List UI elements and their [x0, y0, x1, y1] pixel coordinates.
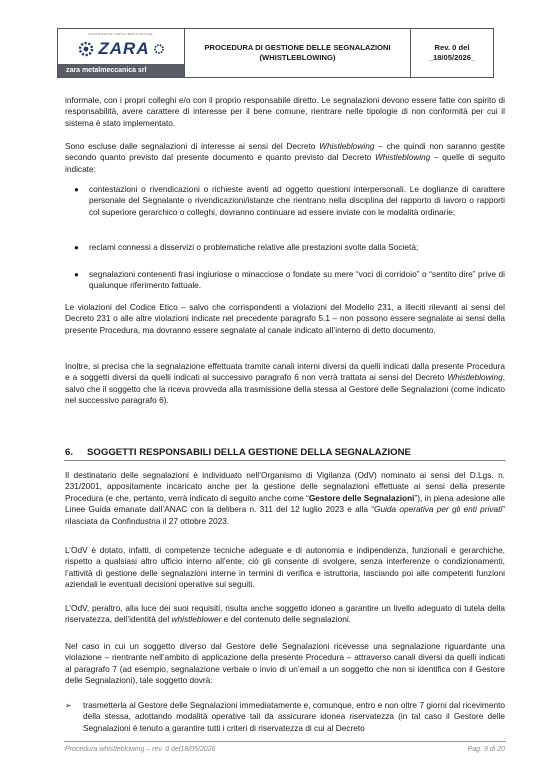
paragraph	[65, 361, 505, 407]
list-item-text: segnalazioni contenenti frasi ingiuriose o minacciose o fondate su mere “voci di corridoio” o “sentito dire” prive di qualunque riferimento fattuale.	[89, 269, 505, 291]
paragraph-text: Nel caso in cui un soggetto diverso dal Gestore delle Segnalazioni ricevesse una segnalazione riguardante una violazione – rientrante nell’ambito di applicazione della presente Procedura – attraverso canali diversi da quelli indicati al paragrafo 7 (ad esempio, segnalazione verbale o invio di un’email a un soggetto che non si identifica con il Gestore delle Segnalazioni), tale soggetto dovrà:	[65, 641, 505, 686]
revision-date: _18/05/2026_	[428, 53, 476, 62]
paragraph-text: L’OdV è dotato, infatti, di competenze tecniche adeguate e di autonomia e indipendenza, funzionali e gerarchiche, rispetto a qualsiasi altro ufficio interno all’ente; ciò gli consente di svolgere, senza interferenze o condizionamenti, l’attività di gestione delle segnalazioni interne in termini di verifica e istruttoria, lasciando poi alle competenti funzioni aziendali le eventuali decisioni operative sui seguiti.	[65, 545, 505, 590]
text-run-italic: Guida operativa per gli enti privati	[373, 504, 503, 515]
paragraph	[65, 545, 505, 591]
paragraph-text: informale, con i propri colleghi e/o con il proprio responsabile diretto. Le segnalazioni devono essere fatte con spirito di responsabilità, avere carattere di interesse per il bene comune, rientrare nelle tipologie di non conformità per cui il sistema è stato implementato.	[65, 95, 505, 128]
logo	[58, 29, 184, 64]
gear-icon	[153, 43, 165, 55]
title-line: (WHISTLEBLOWING)	[259, 53, 336, 62]
paragraph	[65, 141, 505, 175]
list-item	[65, 184, 505, 218]
section-title: SOGGETTI RESPONSABILI DELLA GESTIONE DELLA SEGNALAZIONE	[87, 447, 411, 458]
logo-subtitle: COSTRUZIONI METALMECCANICHE	[88, 32, 153, 36]
paragraph-text	[65, 361, 505, 407]
paragraph-text: Le violazioni del Codice Etico – salvo che corrispondenti a violazioni del Modello 231, a illeciti rilevanti ai sensi del Decreto 231 o alle altre violazioni indicate nel precedente paragrafo 5.1 – non possono essere segnalate ai sensi della presente Procedura, ma dovranno essere segnalate al canale indicato all’interno di detto documento.	[65, 302, 505, 335]
paragraph	[65, 470, 505, 527]
company-name-bar: zara metalmeccanica srl	[58, 64, 184, 77]
paragraph	[65, 302, 505, 336]
text-run: Il destinatario delle segnalazioni è individuato nell’Organismo di Vigilanza (OdV) nominato ai sensi del D.Lgs. n. 231/2001, appositamente incaricato anche per la gestione delle segnalazioni effettuate ai sensi della presente Procedura (e che, pertanto, verrà indicato di seguito anche come “	[65, 470, 505, 503]
section-heading	[65, 447, 411, 458]
paragraph-text	[65, 470, 505, 527]
text-run-italic: Whistleblowing	[447, 372, 503, 383]
text-run: ” rilasciata da Confindustria il 27 ottobre 2023.	[65, 504, 505, 526]
list-item	[65, 700, 505, 734]
list-item-text: reclami connessi a disservizi o problematiche relative alle prestazioni svolte dalla Società;	[89, 242, 419, 252]
paragraph-text	[65, 603, 505, 626]
bullet-icon: ●	[74, 270, 79, 279]
company-logo-block	[58, 29, 185, 77]
text-run: L’OdV, peraltro, alla luce dei suoi requisiti, risulta anche soggetto idoneo a garantire un livello adeguato di tutela della riservatezza, dell’identità del	[65, 603, 505, 625]
footer-document-name: Procedura whistleblowing – rev. 0 del18/05/2026	[65, 746, 216, 753]
list-item	[65, 242, 505, 253]
gear-icon	[77, 40, 95, 58]
revision-box	[411, 29, 493, 77]
list-item	[65, 269, 505, 292]
text-run-italic: Whistleblowing	[319, 141, 375, 151]
footer-divider	[64, 741, 506, 742]
paragraph	[65, 641, 505, 687]
document-title	[185, 29, 411, 77]
paragraph	[65, 603, 505, 626]
text-run-italic: Whistleblowing	[374, 152, 431, 163]
text-run: , salvo che il soggetto che la riceva provveda alla trasmissione della stessa al Gestore delle Segnalazioni (come indicato nel successivo paragrafo 6).	[65, 372, 505, 406]
list-item-text: contestazioni o rivendicazioni o richieste aventi ad oggetto questioni interpersonali. Le doglianze di carattere personale del Segnalante o rivendicazioni/istanze che rientrano nella disciplina del rapporto di lavoro o rapporti col superiore gerarchico o colleghi, dovranno continuare ad essere inviate con le modalità ordinarie;	[89, 184, 505, 217]
page-number: Pag. 9 di 20	[467, 746, 505, 753]
text-run: ”), in piena adesione alle Linee Guida emanate dall’ANAC con la delibera n. 311 del 12 luglio 2023 e alla “	[65, 492, 506, 515]
section-number: 6.	[65, 447, 74, 458]
arrow-bullet-icon: ➢	[65, 701, 72, 710]
logo-wordmark: ZARA	[98, 38, 150, 58]
text-run: – che quindi non saranno gestite secondo quanto previsto dal presente documento e quanto previsto dal Decreto	[65, 141, 505, 163]
paragraph	[65, 95, 505, 129]
page-footer	[65, 746, 505, 753]
revision-line: Rev. 0 del	[434, 43, 470, 52]
title-line: PROCEDURA DI GESTIONE DELLE SEGNALAZIONI	[204, 43, 391, 52]
text-run: Inoltre, si precisa che la segnalazione effettuata tramite canali interni diversi da quelli indicati dalla presente Procedura e a soggetti diversi da quelli indicati al successivo paragrafo 6 non verrà trattata ai sensi del Decreto	[65, 361, 505, 383]
bullet-icon: ●	[74, 243, 79, 252]
section-divider	[64, 460, 506, 461]
bullet-icon: ●	[74, 185, 79, 194]
text-run: – quelle di seguito indicate:	[65, 152, 505, 174]
paragraph-text	[65, 141, 505, 175]
text-run: e del contenuto delle segnalazioni.	[221, 614, 351, 625]
text-run: Sono escluse dalle segnalazioni di interesse ai sensi del Decreto	[65, 141, 320, 151]
list-item-text: trasmetterla al Gestore delle Segnalazioni immediatamente e, comunque, entro e non oltre 7 giorni dal ricevimento della stessa, adottando modalità operative tali da assicurare idonea riservatezza (in tal caso il Gestore delle Segnalazioni è tenuto a garantire tutti i criteri di riservatezza di cui al Decreto	[83, 700, 505, 733]
document-header	[57, 28, 494, 78]
text-run-italic: whistleblower	[171, 614, 222, 625]
text-run-bold: Gestore delle Segnalazioni	[308, 492, 415, 503]
